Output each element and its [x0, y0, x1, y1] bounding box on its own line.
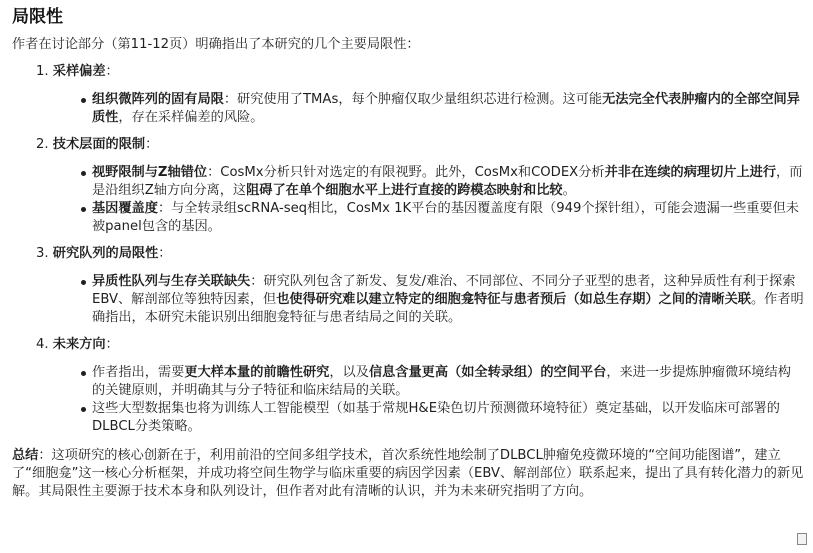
section-number: 1. [36, 64, 49, 79]
section-number: 3. [36, 246, 49, 261]
section-title-text: 研究队列的局限性 [52, 246, 159, 261]
bullet-list [12, 164, 804, 236]
limitation-section-1 [12, 63, 804, 127]
section-number: 2. [36, 137, 49, 152]
item-text: ：CosMx分析只针对选定的有限视野。此外，CosMx和CODEX分析 [207, 165, 605, 180]
bullet-list [12, 91, 804, 127]
item-emphasis: 无法完全代表肿瘤内的全部空间异质性 [92, 92, 800, 125]
list-item [12, 273, 804, 327]
intro-paragraph: 作者在讨论部分（第11-12页）明确指出了本研究的几个主要局限性： [12, 37, 420, 52]
item-text: ：研究使用了TMAs，每个肿瘤仅取少量组织芯进行检测。这可能 [223, 92, 603, 107]
list-item [12, 91, 804, 127]
section-number: 4. [36, 337, 49, 352]
section-title-text: 采样偏差 [52, 64, 106, 79]
item-text: 作者指出，需要 [92, 365, 185, 380]
list-item [12, 200, 804, 236]
item-emphasis: 阻碍了在单个细胞水平上进行直接的跨模态映射和比较 [246, 183, 563, 198]
item-emphasis: 信息含量更高（如全转录组）的空间平台 [368, 365, 607, 380]
item-label: 视野限制与Z轴错位 [92, 165, 208, 180]
section-title-text: 未来方向 [52, 337, 106, 352]
section-heading: 局限性 [12, 7, 63, 27]
item-text: ：与全转录组scRNA-seq相比，CosMx 1K平台的基因覆盖度有限（949个探针组），可能会遗漏一些重要但未被panel包含的基因。 [92, 201, 799, 234]
list-item [12, 364, 804, 400]
section-title: 2. 技术层面的限制： [36, 137, 159, 152]
scroll-corner-icon[interactable] [797, 533, 807, 545]
summary-label: 总结 [12, 448, 39, 463]
list-item [12, 164, 804, 200]
section-title: 3. 研究队列的局限性： [36, 246, 172, 261]
item-text: ，而是沿组织Z轴方向分离，这 [92, 165, 803, 198]
item-label: 基因覆盖度 [92, 201, 158, 216]
section-title: 4. 未来方向： [36, 337, 119, 352]
item-text: ，以及 [329, 365, 369, 380]
bullet-list [12, 364, 804, 436]
summary-text: ：这项研究的核心创新在于，利用前沿的空间多组学技术，首次系统性地绘制了DLBCL肿瘤免疫微环境的“空间功能图谱”，建立了“细胞龛”这一核心分析框架，并成功将空间生物学与临床重要的病因学因素（EBV、解剖部位）联系起来，提出了具有转化潜力的新见解。其局限性主要源于技术本身和队列设计，但作者对此有清晰的认识，并为未来研究指明了方向。 [12, 448, 804, 499]
item-emphasis: 更大样本量的前瞻性研究 [184, 365, 330, 380]
item-text: ：研究队列包含了新发、复发/难治、不同部位、不同分子亚型的患者，这种异质性有利于探索EBV、解剖部位等独特因素，但 [92, 274, 796, 307]
limitation-section-3 [12, 245, 804, 327]
section-title-text: 技术层面的限制 [52, 137, 146, 152]
summary-paragraph [12, 447, 804, 501]
item-label: 组织微阵列的固有局限 [92, 92, 224, 107]
item-text: 。 [562, 183, 576, 198]
document [12, 0, 804, 501]
item-text: 这些大型数据集也将为训练人工智能模型（如基于常规H&E染色切片预测微环境特征）奠定基础，以开发临床可部署的DLBCL分类策略。 [92, 401, 780, 434]
future-directions-section [12, 336, 804, 436]
item-emphasis: 并非在连续的病理切片上进行 [604, 165, 777, 180]
item-text: 。作者明确指出，本研究未能识别出细胞龛特征与患者结局之间的关联。 [92, 292, 804, 325]
section-title: 1. 采样偏差： [36, 64, 119, 79]
item-text: ，存在采样偏差的风险。 [118, 110, 264, 125]
item-label: 异质性队列与生存关联缺失 [92, 274, 251, 289]
limitation-section-2 [12, 136, 804, 236]
list-item [12, 400, 804, 436]
bullet-list [12, 273, 804, 327]
item-emphasis: 也使得研究难以建立特定的细胞龛特征与患者预后（如总生存期）之间的清晰关联 [276, 292, 751, 307]
item-text: ，来进一步提炼肿瘤微环境结构的关键原则，并明确其与分子特征和临床结局的关联。 [92, 365, 791, 398]
